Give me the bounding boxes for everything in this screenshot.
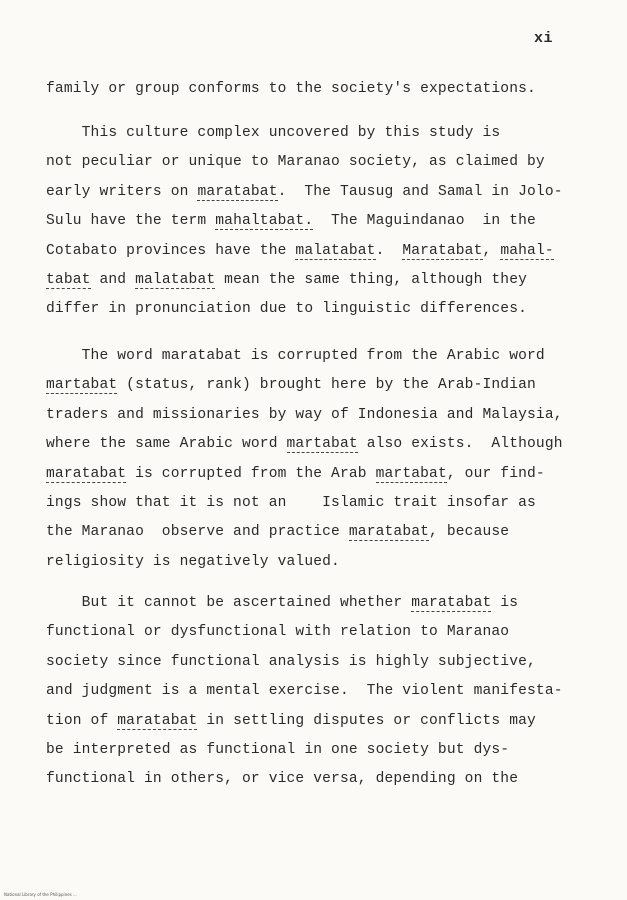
text-run: is corrupted from the Arab [126,465,376,482]
text-run: and judgment is a mental exercise. The violent manifesta- [46,683,563,700]
underlined-term: malatabat [295,242,376,259]
text-run: The word maratabat is corrupted from the Arabic word [46,348,545,364]
footer-note: National Library of the Philippines ... [4,892,77,897]
text-line [46,523,509,541]
text-run: and [90,272,136,288]
text-line [46,594,518,612]
text-run: . The Tausug and Samal in Jolo- [277,183,563,200]
text-run: Sulu have the term [46,213,216,230]
text-run: differ in pronunciation due to linguistic differences. [46,301,528,318]
text-run: (status, rank) brought here by the Arab-Indian [117,377,536,394]
text-run: not peculiar or unique to Maranao society, as claimed by [46,154,545,171]
text-line [46,153,545,171]
underlined-term: maratabat [348,524,430,541]
underlined-term: maratabat [197,183,278,200]
text-run: Cotabato provinces have the [46,242,296,259]
text-run: religiosity is negatively valued. [46,553,340,570]
page-number: xi [534,30,554,47]
text-run: is [491,595,519,611]
underlined-term: martabat [286,436,358,453]
text-run: , [482,242,501,259]
text-line [46,682,563,700]
text-line [46,623,509,641]
text-run: family or group conforms to the society's expectations. [46,81,536,97]
text-run: , our find- [446,465,545,482]
text-line [46,376,536,394]
text-run: functional or dysfunctional with relation to Maranao [46,624,510,641]
text-line [46,653,536,671]
underlined-term: maratabat [411,595,492,611]
text-run: mean the same thing, although they [215,272,528,288]
text-line [46,242,554,260]
text-run: traders and missionaries by way of Indonesia and Malaysia, [46,406,563,423]
text-line [46,347,545,365]
text-run: But it cannot be ascertained whether [46,595,412,611]
text-line [46,465,545,483]
text-line [46,712,536,730]
text-run: be interpreted as functional in one society but dys- [46,742,510,758]
text-run: early writers on [46,183,198,200]
text-line [46,741,509,759]
text-line [46,553,340,571]
text-line [46,300,527,318]
text-line [46,406,563,424]
underlined-term: tabat [46,272,91,288]
underlined-term: martabat [46,377,118,394]
text-run: functional in others, or vice versa, depending on the [46,771,519,788]
text-line [46,494,536,512]
text-run: This culture complex uncovered by this study is [46,125,501,141]
underlined-term: maratabat [46,465,127,482]
text-run: society since functional analysis is highly subjective, [46,653,536,670]
text-line [46,80,536,98]
text-line [46,770,518,788]
underlined-term: malatabat [135,272,216,288]
text-line [46,183,563,201]
text-run: ings show that it is not an Islamic trait insofar as [46,495,536,511]
text-run: the Maranao observe and practice [46,524,349,541]
text-run: . [375,242,403,259]
text-run: The Maguindanao in the [313,213,536,230]
text-run: , because [429,524,510,541]
underlined-term: martabat [375,465,447,482]
underlined-term: Maratabat [402,242,483,259]
underlined-term: maratabat [117,712,198,729]
text-line [46,212,536,230]
text-run: also exists. Although [357,436,563,453]
text-line [46,435,563,453]
text-run: in settling disputes or conflicts may [197,712,536,729]
text-run: where the same Arabic word [46,436,287,453]
underlined-term: mahal- [500,242,554,259]
underlined-term: mahaltabat. [215,213,314,230]
text-line [46,271,527,289]
text-run: tion of [46,712,118,729]
text-line [46,124,500,142]
